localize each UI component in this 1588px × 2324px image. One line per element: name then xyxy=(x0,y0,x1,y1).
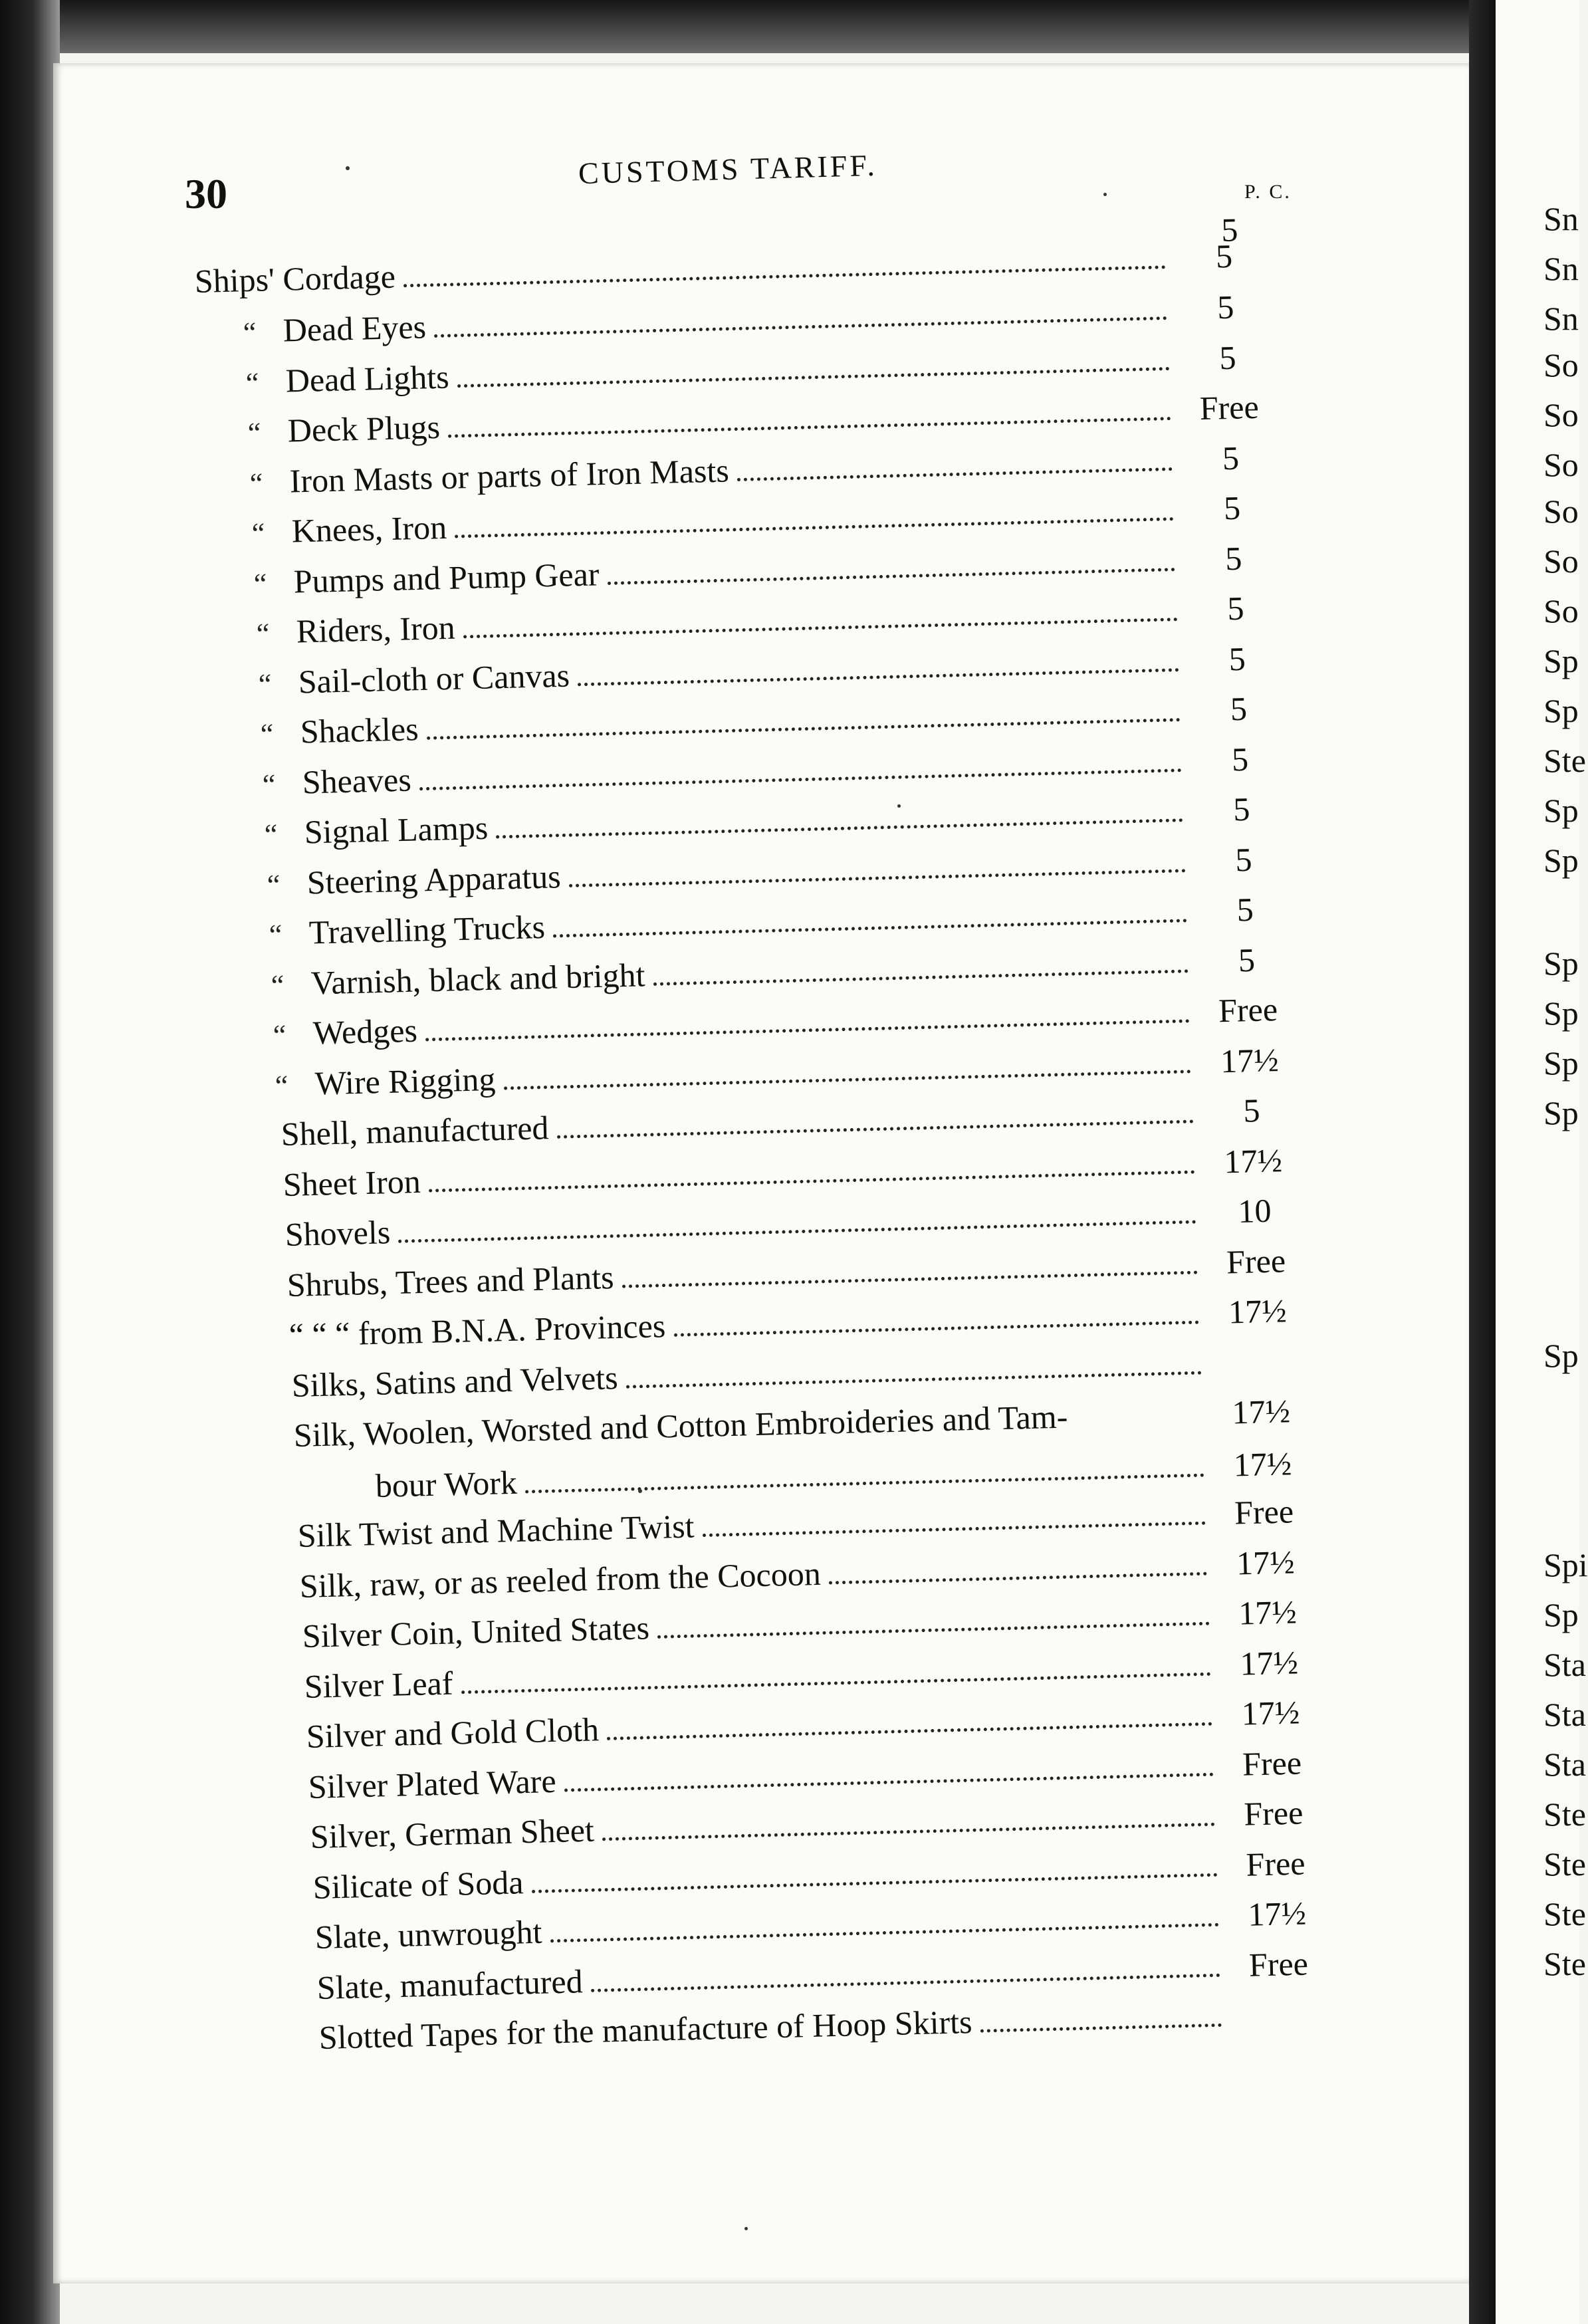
dot-leader xyxy=(591,1973,1220,1992)
dot-leader xyxy=(829,1571,1207,1584)
facing-page-text: Sp xyxy=(1543,1337,1579,1374)
book-top-edge xyxy=(0,0,1579,53)
facing-page-text: So xyxy=(1543,346,1579,384)
tariff-item: Pumps and Pump Gear xyxy=(293,554,600,600)
dot-leader xyxy=(425,1019,1190,1041)
tariff-rate: 17½ xyxy=(1223,1141,1283,1180)
ditto-mark: “ xyxy=(264,818,279,851)
print-speck xyxy=(1103,193,1107,196)
facing-page-text: Sp xyxy=(1543,1596,1579,1633)
tariff-rate: 17½ xyxy=(1236,1542,1296,1582)
dot-leader xyxy=(553,919,1187,937)
facing-page-text: Sn xyxy=(1543,250,1579,287)
facing-page-text: So xyxy=(1543,446,1579,483)
facing-page-text: So xyxy=(1543,592,1579,630)
dot-leader xyxy=(504,1070,1192,1090)
print-speck xyxy=(897,804,901,808)
tariff-rate: 17½ xyxy=(1233,1444,1292,1483)
tariff-rate: Free xyxy=(1226,1241,1286,1280)
tariff-item: Shell, manufactured xyxy=(280,1109,549,1153)
rate-column-header: P. C. xyxy=(1244,181,1292,203)
tariff-rate: 17½ xyxy=(1238,1593,1298,1632)
facing-page-text: Sp xyxy=(1543,994,1579,1032)
tariff-item: bour Work xyxy=(375,1463,518,1504)
tariff-item: “ “ “ from B.N.A. Provinces xyxy=(288,1307,667,1353)
tariff-rate: 5 xyxy=(1226,589,1244,628)
dot-leader xyxy=(419,768,1182,790)
ditto-mark: “ xyxy=(275,1069,289,1102)
tariff-item: Silk, Woolen, Worsted and Cotton Embroideries and Tam- xyxy=(292,1397,1068,1454)
tariff-item: Silver Plated Ware xyxy=(308,1762,557,1805)
facing-page-text: Ste xyxy=(1543,1796,1586,1833)
facing-page-text: Sp xyxy=(1543,792,1579,829)
dot-leader xyxy=(497,818,1184,838)
facing-page-text: Spi xyxy=(1543,1546,1588,1583)
tariff-item: Slate, manufactured xyxy=(316,1962,584,2006)
dot-leader xyxy=(525,1473,1204,1493)
ditto-mark: “ xyxy=(251,517,266,550)
facing-page-text: Ste xyxy=(1543,1895,1586,1932)
dot-leader xyxy=(657,1622,1209,1639)
dot-leader xyxy=(607,1722,1212,1740)
tariff-rate: 5 xyxy=(1217,288,1235,326)
ditto-mark: “ xyxy=(255,617,270,650)
facing-page-edge xyxy=(1496,0,1588,2324)
running-head: CUSTOMS TARIFF. xyxy=(578,148,878,191)
page-gutter xyxy=(1469,0,1496,2324)
dot-leader xyxy=(461,1672,1210,1694)
dot-leader xyxy=(602,1823,1215,1841)
dot-leader xyxy=(578,668,1179,686)
tariff-item: Slate, unwrought xyxy=(314,1913,542,1956)
tariff-rate xyxy=(1234,2024,1327,2026)
facing-page-text: Sp xyxy=(1543,1044,1579,1082)
tariff-rate: 10 xyxy=(1237,1191,1272,1230)
tariff-rate: 5 xyxy=(1215,237,1233,275)
dot-leader xyxy=(429,1170,1195,1192)
tariff-item: Travelling Trucks xyxy=(308,907,546,951)
facing-page-text: Sp xyxy=(1543,945,1579,982)
dot-leader xyxy=(448,417,1171,438)
print-speck xyxy=(346,166,350,170)
dot-leader xyxy=(435,316,1168,338)
tariff-rate: 17½ xyxy=(1220,1040,1280,1080)
facing-page-text: Sta xyxy=(1543,1646,1586,1683)
ditto-mark: “ xyxy=(258,667,272,701)
tariff-item: Silicate of Soda xyxy=(312,1863,524,1906)
tariff-rate: 5 xyxy=(1238,941,1256,979)
facing-page-text: Sta xyxy=(1543,1696,1586,1733)
tariff-rate: 5 xyxy=(1220,211,1239,249)
tariff-rate: 5 xyxy=(1225,539,1243,577)
tariff-rate: 5 xyxy=(1218,338,1236,376)
facing-page-text: So xyxy=(1543,493,1579,530)
tariff-rate: Free xyxy=(1198,388,1260,427)
ditto-mark: “ xyxy=(247,416,261,449)
dot-leader xyxy=(463,618,1177,638)
facing-page-text: Ste xyxy=(1543,1945,1586,1982)
tariff-rate: 5 xyxy=(1233,790,1251,828)
tariff-item: Silk, raw, or as reeled from the Cocoon xyxy=(299,1554,822,1605)
facing-page-text: Sp xyxy=(1543,1094,1579,1131)
tariff-rate: 17½ xyxy=(1239,1643,1299,1683)
tariff-rate: Free xyxy=(1242,1743,1302,1783)
tariff-rate: 5 xyxy=(1236,890,1254,929)
facing-page-text: Sp xyxy=(1543,642,1579,679)
tariff-item: Wire Rigging xyxy=(314,1060,497,1102)
page-number: 30 xyxy=(185,170,227,217)
ditto-mark: “ xyxy=(260,717,275,751)
tariff-rate xyxy=(1213,1371,1306,1373)
ditto-mark: “ xyxy=(269,918,283,951)
tariff-item: Steering Apparatus xyxy=(306,857,561,901)
tariff-rate: 5 xyxy=(1234,840,1252,878)
facing-page-text: Sp xyxy=(1543,692,1579,729)
dot-leader xyxy=(703,1522,1206,1538)
tariff-rate: 5 xyxy=(1223,489,1241,527)
dot-leader xyxy=(556,1119,1193,1138)
dot-leader xyxy=(457,367,1169,388)
tariff-rate: Free xyxy=(1244,1794,1304,1833)
facing-page-text: Sp xyxy=(1543,842,1579,879)
dot-leader xyxy=(531,1873,1217,1893)
tariff-item: Signal Lamps xyxy=(304,808,489,851)
tariff-rate: 17½ xyxy=(1228,1292,1288,1331)
dot-leader xyxy=(398,1220,1196,1243)
tariff-item: Ships' Cordage xyxy=(194,257,396,300)
tariff-rate: 17½ xyxy=(1247,1894,1307,1933)
dot-leader xyxy=(403,265,1166,287)
tariff-item: Riders, Iron xyxy=(295,608,455,650)
tariff-item: Silver and Gold Cloth xyxy=(306,1710,600,1755)
tariff-item: Silver Coin, United States xyxy=(301,1609,650,1655)
tariff-item: Slotted Tapes for the manufacture of Hoop Skirts xyxy=(318,2002,973,2056)
tariff-rate: Free xyxy=(1245,1844,1305,1883)
dot-leader xyxy=(625,1371,1201,1388)
tariff-item: Wedges xyxy=(312,1011,418,1052)
tariff-item: Iron Masts or parts of Iron Masts xyxy=(289,451,730,500)
tariff-rate: 5 xyxy=(1242,1092,1260,1129)
facing-page-text: So xyxy=(1543,542,1579,580)
dot-leader xyxy=(653,969,1189,986)
tariff-rate: 5 xyxy=(1231,740,1249,778)
dot-leader xyxy=(564,1772,1214,1792)
ditto-mark: “ xyxy=(271,969,285,1002)
dot-leader xyxy=(980,2024,1222,2033)
ditto-mark: “ xyxy=(249,467,264,500)
dot-leader xyxy=(455,517,1175,538)
dot-leader xyxy=(737,467,1173,481)
print-speck xyxy=(744,2227,748,2230)
facing-page-text: Ste xyxy=(1543,742,1586,779)
tariff-item: Dead Lights xyxy=(284,358,449,400)
tariff-item: Silk Twist and Machine Twist xyxy=(297,1507,695,1554)
tariff-item: Silks, Satins and Velvets xyxy=(290,1358,618,1404)
ditto-mark: “ xyxy=(262,768,277,801)
tariff-rate: Free xyxy=(1248,1944,1309,1984)
tariff-item: Shovels xyxy=(284,1213,391,1253)
facing-page-text: Sta xyxy=(1543,1746,1586,1783)
dot-leader xyxy=(550,1923,1218,1943)
tariff-item: Sheaves xyxy=(302,760,412,801)
facing-page-text: Sn xyxy=(1543,300,1579,337)
tariff-rate: 5 xyxy=(1222,439,1240,477)
ditto-mark: “ xyxy=(273,1018,287,1052)
dot-leader xyxy=(427,718,1181,740)
tariff-item: Deck Plugs xyxy=(286,407,441,449)
ditto-mark: “ xyxy=(243,316,257,349)
ditto-mark: “ xyxy=(266,868,281,901)
ditto-mark: “ xyxy=(245,366,259,400)
tariff-item: Varnish, black and bright xyxy=(310,955,646,1002)
tariff-item: Knees, Iron xyxy=(291,508,447,550)
tariff-item: Dead Eyes xyxy=(283,308,427,349)
tariff-item: Silver, German Sheet xyxy=(310,1811,595,1855)
tariff-rate: 5 xyxy=(1228,639,1246,677)
dot-leader xyxy=(608,568,1176,585)
tariff-item: Shrubs, Trees and Plants xyxy=(286,1258,615,1304)
tariff-rate: 17½ xyxy=(1240,1693,1300,1732)
tariff-rate: Free xyxy=(1218,990,1278,1030)
tariff-item: Sheet Iron xyxy=(282,1162,421,1203)
dot-leader xyxy=(674,1321,1200,1337)
binding-shadow xyxy=(0,0,60,2324)
dot-leader xyxy=(622,1270,1198,1288)
dot-leader xyxy=(568,869,1185,887)
tariff-rate: Free xyxy=(1234,1492,1294,1532)
tariff-item: Shackles xyxy=(300,710,419,751)
tariff-rate: 17½ xyxy=(1231,1392,1291,1431)
ditto-mark: “ xyxy=(253,567,268,600)
tariff-rate: 5 xyxy=(1230,689,1248,728)
facing-page-text: Ste xyxy=(1543,1845,1586,1883)
print-speck xyxy=(638,1489,642,1493)
tariff-item: Silver Leaf xyxy=(303,1664,453,1705)
facing-page-text: Sn xyxy=(1543,200,1579,237)
facing-page-text: So xyxy=(1543,396,1579,433)
tariff-item: Sail-cloth or Canvas xyxy=(297,656,570,701)
